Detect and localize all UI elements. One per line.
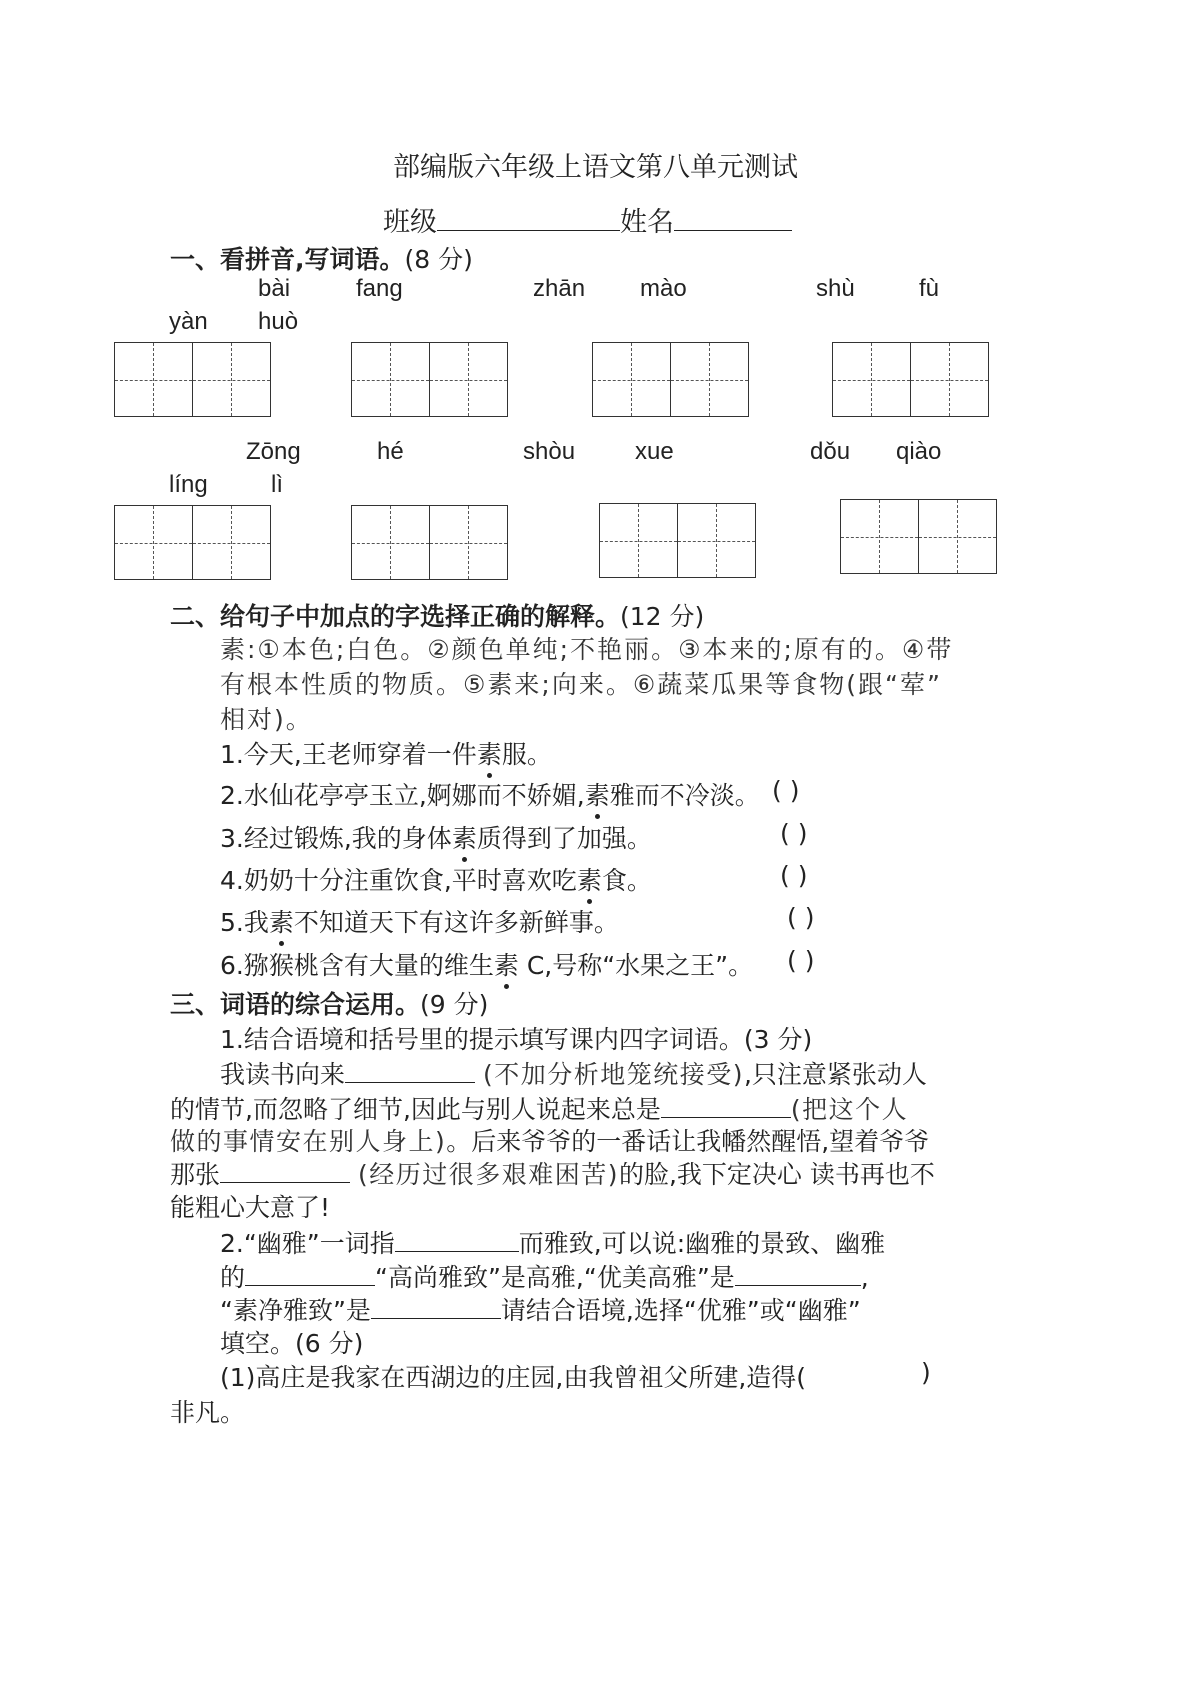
paragraph-text: 的情节,而忽略了细节,因此与别人说起来总是 <box>170 1095 661 1124</box>
paragraph-text: 请结合语境,选择“优雅”或“幽雅” <box>500 1296 861 1325</box>
pinyin: mào <box>640 275 687 302</box>
dotted-char: 素 <box>577 861 602 897</box>
answer-parentheses[interactable]: ( ) <box>787 903 815 932</box>
paragraph-line <box>220 1055 927 1091</box>
paragraph-text: 的 <box>220 1263 246 1292</box>
writing-grid[interactable] <box>832 342 989 417</box>
name-label: 姓名 <box>620 207 674 238</box>
hint-text: 做的事情安在别人身上) <box>170 1127 447 1156</box>
grid-cell[interactable] <box>911 343 989 416</box>
pinyin: lì <box>271 471 283 498</box>
paragraph-text: ,只注意紧张动人 <box>743 1060 927 1089</box>
pinyin: shòu <box>523 438 576 465</box>
section1-points: (8 分) <box>404 245 473 274</box>
answer-blank[interactable] <box>661 1092 791 1118</box>
question-title: 1.结合语境和括号里的提示填写课内四字词语。(3 分) <box>220 1025 813 1054</box>
writing-grid[interactable] <box>114 505 271 580</box>
writing-grid[interactable] <box>351 505 508 580</box>
paragraph-text: “素净雅致”是 <box>220 1296 371 1325</box>
paragraph-line <box>220 1291 861 1327</box>
question-text: 1.今天,王老师穿着一件 <box>220 740 477 769</box>
question-item <box>220 819 652 855</box>
question-item <box>220 776 760 812</box>
grid-cell[interactable] <box>841 500 919 573</box>
section2-points: (12 分) <box>620 602 705 631</box>
question-text: 雅而不冷淡。 <box>609 781 760 810</box>
question-item <box>220 903 619 939</box>
writing-grid[interactable] <box>599 503 756 578</box>
class-label: 班级 <box>383 207 437 238</box>
dotted-char: 素 <box>585 776 610 812</box>
answer-parentheses[interactable]: ( ) <box>780 819 808 848</box>
grid-cell[interactable] <box>678 504 756 577</box>
page-title: 部编版六年级上语文第八单元测试 <box>393 152 798 183</box>
section3-heading <box>170 985 488 1021</box>
question-text: 服。 <box>501 740 552 769</box>
student-info-line <box>383 200 792 239</box>
question-text: 不知道天下有这许多新鲜事。 <box>293 908 619 937</box>
pinyin: huò <box>258 308 299 335</box>
paragraph-line: 非凡。 <box>170 1398 246 1427</box>
grid-cell[interactable] <box>593 343 671 416</box>
paragraph-line <box>170 1122 929 1158</box>
question-item <box>220 861 652 897</box>
grid-cell[interactable] <box>671 343 749 416</box>
paragraph-text: 2.“幽雅”一词指 <box>220 1229 395 1258</box>
pinyin: xue <box>635 438 674 465</box>
section3-heading-text: 三、词语的综合运用。 <box>170 990 421 1019</box>
dotted-char: 素 <box>269 903 294 939</box>
paragraph-line <box>170 1155 935 1191</box>
paragraph-line: 能粗心大意了! <box>170 1193 331 1222</box>
closing-paren[interactable]: ) <box>921 1358 931 1387</box>
answer-parentheses[interactable]: ( ) <box>772 776 800 805</box>
grid-cell[interactable] <box>193 506 271 579</box>
grid-cell[interactable] <box>115 506 193 579</box>
answer-blank[interactable] <box>345 1057 475 1083</box>
definition-line: 相对)。 <box>220 705 313 734</box>
paragraph-text: 那张 <box>170 1160 221 1189</box>
paragraph-text: “高尚雅致”是高雅,“优美高雅”是 <box>375 1263 735 1292</box>
question-text: 4.奶奶十分注重饮食,平时喜欢吃 <box>220 866 577 895</box>
answer-blank[interactable] <box>371 1293 501 1319</box>
paragraph-text: 。后来爷爷的一番话让我幡然醒悟,望着爷爷 <box>446 1127 930 1156</box>
pinyin: yàn <box>169 308 208 335</box>
grid-cell[interactable] <box>430 506 508 579</box>
definition-line: 素:①本色;白色。②颜色单纯;不艳丽。③本来的;原有的。④带 <box>220 635 954 664</box>
answer-parentheses[interactable]: ( ) <box>787 946 815 975</box>
answer-blank[interactable] <box>735 1260 861 1286</box>
section1-heading <box>170 240 473 276</box>
pinyin: hé <box>377 438 404 465</box>
pinyin: qiào <box>896 438 942 465</box>
question-item <box>220 735 552 771</box>
question-text: 食。 <box>601 866 652 895</box>
paragraph-text: 的脸,我下定决心 读书再也不 <box>618 1160 935 1189</box>
writing-grid[interactable] <box>351 342 508 417</box>
pinyin: fang <box>356 275 403 302</box>
writing-grid[interactable] <box>840 499 997 574</box>
paragraph-line <box>220 1258 869 1294</box>
question-text: 5.我 <box>220 908 269 937</box>
question-text: 质得到了加强。 <box>476 824 652 853</box>
hint-text: (把这个人 <box>790 1095 909 1124</box>
grid-cell[interactable] <box>352 343 430 416</box>
pinyin: shù <box>816 275 855 302</box>
grid-cell[interactable] <box>833 343 911 416</box>
answer-blank[interactable] <box>220 1157 350 1183</box>
hint-text: (不加分析地笼统接受) <box>482 1060 744 1089</box>
paragraph-line: 填空。(6 分) <box>220 1329 364 1358</box>
grid-cell[interactable] <box>430 343 508 416</box>
pinyin: fù <box>919 275 940 302</box>
hint-text: (经历过很多艰难困苦) <box>357 1160 619 1189</box>
question-text: C,号称“水果之王”。 <box>518 951 754 980</box>
writing-grid[interactable] <box>592 342 749 417</box>
grid-cell[interactable] <box>115 343 193 416</box>
answer-parentheses[interactable]: ( ) <box>780 861 808 890</box>
question-item <box>220 946 753 982</box>
pinyin: líng <box>169 471 208 498</box>
grid-cell[interactable] <box>193 343 271 416</box>
paragraph-text: 而雅致,可以说:幽雅的景致、幽雅 <box>518 1229 886 1258</box>
answer-blank[interactable] <box>395 1226 519 1252</box>
grid-cell[interactable] <box>600 504 678 577</box>
pinyin: Zōng <box>246 438 301 465</box>
grid-cell[interactable] <box>919 500 997 573</box>
question-text: 6.猕猴桃含有大量的维生 <box>220 951 494 980</box>
definition-line: 有根本性质的物质。⑤素来;向来。⑥蔬菜瓜果等食物(跟“荤” <box>220 670 942 699</box>
name-blank[interactable] <box>674 203 792 231</box>
section2-heading-text: 二、给句子中加点的字选择正确的解释。 <box>170 602 621 631</box>
paragraph-line <box>170 1090 908 1126</box>
section3-points: (9 分) <box>420 990 489 1019</box>
paragraph-text: 我读书向来 <box>220 1060 346 1089</box>
pinyin: zhān <box>533 275 586 302</box>
dotted-char: 素 <box>452 819 477 855</box>
section2-heading <box>170 597 704 633</box>
grid-cell[interactable] <box>352 506 430 579</box>
section1-heading-text: 一、看拼音,写词语。 <box>170 245 405 274</box>
paragraph-text: , <box>860 1263 869 1292</box>
paragraph-line <box>220 1224 885 1260</box>
dotted-char: 素 <box>477 735 502 771</box>
writing-grid[interactable] <box>114 342 271 417</box>
question-text: 2.水仙花亭亭玉立,婀娜而不娇媚, <box>220 781 585 810</box>
pinyin: dǒu <box>810 438 851 465</box>
question-text: 3.经过锻炼,我的身体 <box>220 824 452 853</box>
answer-blank[interactable] <box>245 1260 375 1286</box>
dotted-char: 素 <box>494 946 519 982</box>
class-blank[interactable] <box>437 203 620 231</box>
paragraph-line: (1)高庄是我家在西湖边的庄园,由我曾祖父所建,造得( <box>220 1363 807 1392</box>
pinyin: bài <box>258 275 291 302</box>
